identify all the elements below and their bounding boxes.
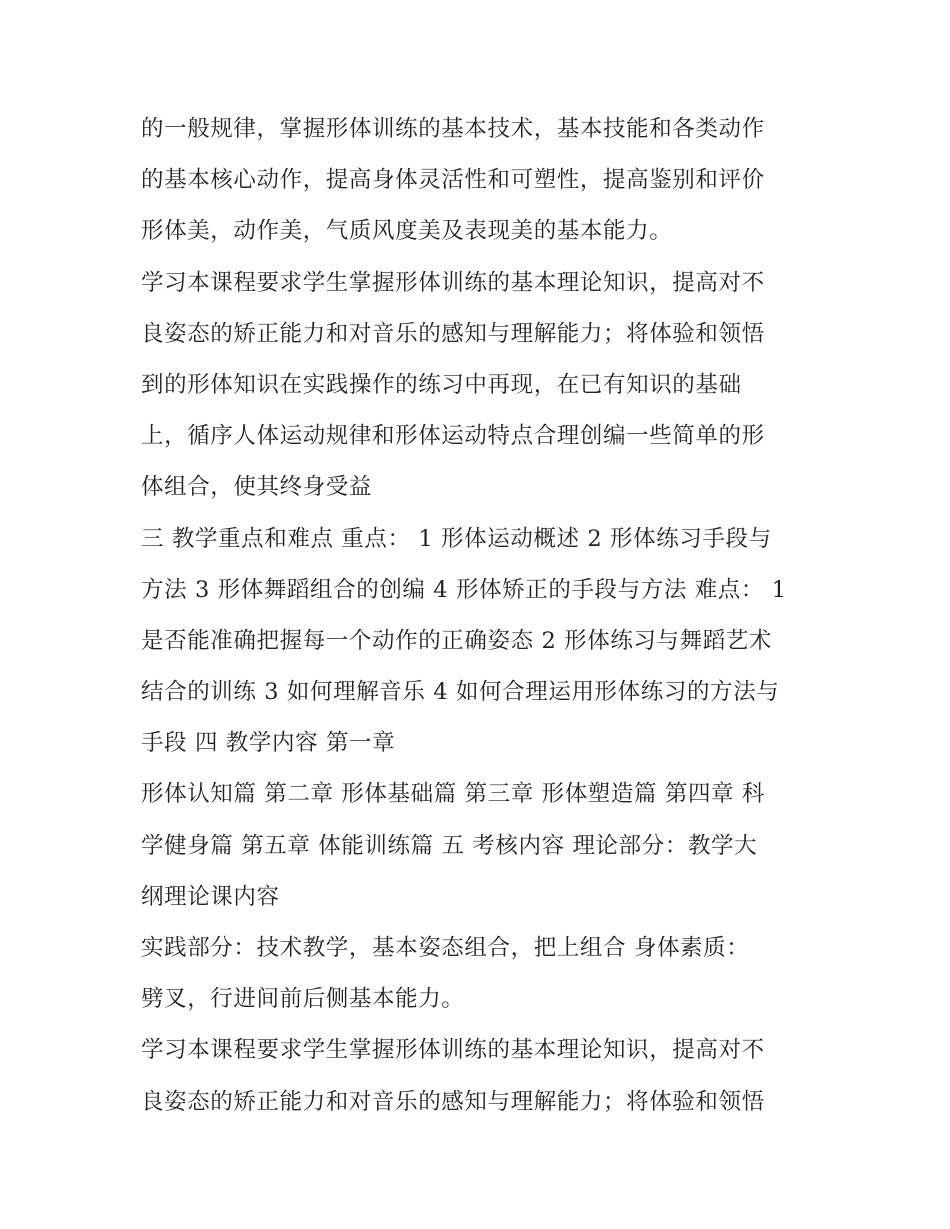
text-line-20: 良姿态的矫正能力和对音乐的感知与理解能力；将体验和领悟: [141, 1088, 765, 1115]
text-line-7: 上，循序人体运动规律和形体运动特点合理创编一些简单的形: [141, 423, 765, 450]
text-line-16: 纲理论课内容: [141, 883, 280, 910]
text-line-14: 形体认知篇 第二章 形体基础篇 第三章 形体塑造篇 第四章 科: [141, 781, 766, 808]
text-line-18: 劈叉，行进间前后侧基本能力。: [141, 986, 465, 1013]
text-line-17: 实践部分：技术教学，基本姿态组合，把上组合 身体素质：: [141, 935, 750, 961]
text-line-13: 手段 四 教学内容 第一章: [141, 730, 396, 757]
text-line-4: 学习本课程要求学生掌握形体训练的基本理论知识，提高对不: [141, 269, 765, 296]
text-line-8: 体组合，使其终身受益: [141, 474, 373, 501]
text-line-9: 三 教学重点和难点 重点： 1 形体运动概述 2 形体练习手段与: [141, 525, 772, 552]
text-line-1: 的一般规律，掌握形体训练的基本技术，基本技能和各类动作: [141, 116, 765, 142]
text-line-12: 结合的训练 3 如何理解音乐 4 如何合理运用形体练习的方法与: [141, 679, 780, 706]
text-line-19: 学习本课程要求学生掌握形体训练的基本理论知识，提高对不: [141, 1037, 765, 1064]
text-line-3: 形体美，动作美，气质风度美及表现美的基本能力。: [141, 218, 673, 245]
text-line-11: 是否能准确把握每一个动作的正确姿态 2 形体练习与舞蹈艺术: [141, 627, 773, 654]
text-line-15: 学健身篇 第五章 体能训练篇 五 考核内容 理论部分：教学大: [141, 832, 758, 859]
text-line-10: 方法 3 形体舞蹈组合的创编 4 形体矫正的手段与方法 难点： 1: [141, 576, 787, 603]
text-line-5: 良姿态的矫正能力和对音乐的感知与理解能力；将体验和领悟: [141, 320, 765, 347]
text-line-2: 的基本核心动作，提高身体灵活性和可塑性，提高鉴别和评价: [141, 167, 765, 194]
text-line-6: 到的形体知识在实践操作的练习中再现，在已有知识的基础: [141, 371, 742, 398]
body-text: [141, 104, 821, 1128]
